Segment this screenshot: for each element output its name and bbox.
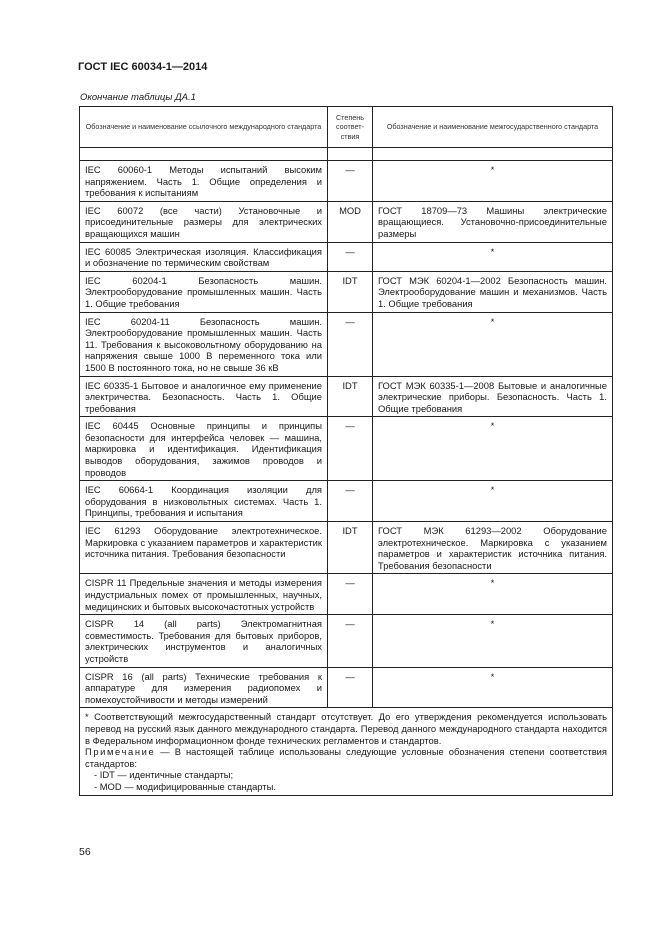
- international-standard-cell: IEC 60335-1 Бытовое и аналогичное ему применение электричества. Безопасность. Часть 1. Общие требования: [80, 376, 328, 417]
- note-text: — В настоящей таблице использованы следующие условные обозначения степени соответствия стандартов:: [85, 746, 607, 769]
- standards-table: [79, 106, 613, 796]
- page-number: 56: [79, 846, 91, 858]
- table-row: [80, 615, 613, 667]
- national-standard-cell: ГОСТ МЭК 60335-1—2008 Бытовые и аналогичные электрические приборы. Безопасность. Часть 1. Общие требования: [373, 376, 613, 417]
- national-standard-cell: *: [373, 312, 613, 376]
- national-standard-cell: *: [373, 161, 613, 202]
- national-standard-cell: ГОСТ 18709—73 Машины электрические вращающиеся. Установочно-присоединительные размеры: [373, 201, 613, 242]
- national-standard-cell: ГОСТ МЭК 61293—2002 Оборудование электротехническое. Маркировка с указанием параметров и характеристик источника питания. Требования безопасности: [373, 522, 613, 574]
- degree-cell: IDT: [328, 376, 373, 417]
- footnote-row: [80, 708, 613, 795]
- national-standard-cell: *: [373, 574, 613, 615]
- degree-cell: IDT: [328, 271, 373, 312]
- footnote-item-idt: - IDT — идентичные стандарты;: [94, 769, 234, 781]
- degree-cell: —: [328, 667, 373, 708]
- degree-cell: —: [328, 417, 373, 481]
- table-row: [80, 574, 613, 615]
- degree-cell: MOD: [328, 201, 373, 242]
- table-body: [80, 148, 613, 708]
- national-standard-cell: *: [373, 481, 613, 522]
- degree-cell: —: [328, 242, 373, 271]
- table-header-row: [80, 107, 613, 148]
- note-label: Примечание: [85, 746, 156, 758]
- international-standard-cell: CISPR 14 (all parts) Электромагнитная совместимость. Требования для бытовых приборов, электрических инструментов и аналогичных устройств: [80, 615, 328, 667]
- national-standard-cell: *: [373, 242, 613, 271]
- document-header: ГОСТ IEC 60034-1—2014: [78, 61, 208, 73]
- table-row: [80, 376, 613, 417]
- national-standard-cell: *: [373, 615, 613, 667]
- international-standard-cell: IEC 60204-11 Безопасность машин. Электрооборудование промышленных машин. Часть 11. Требования к высоковольтному оборудованию на напряжения свыше 1000 В переменного тока или 1500 В постоянного тока, но не свыше 36 кВ: [80, 312, 328, 376]
- international-standard-cell: CISPR 11 Предельные значения и методы измерения индустриальных помех от промышленных, научных, медицинских и бытовых высокочастотных устройств: [80, 574, 328, 615]
- degree-cell: —: [328, 481, 373, 522]
- table-row: [80, 312, 613, 376]
- table-row: [80, 161, 613, 202]
- national-standard-cell: ГОСТ МЭК 60204-1—2002 Безопасность машин. Электрооборудование машин и механизмов. Часть 1. Общие требования: [373, 271, 613, 312]
- table-row: [80, 522, 613, 574]
- international-standard-cell: IEC 61293 Оборудование электротехническое. Маркировка с указанием параметров и характеристик источника питания. Требования безопасности: [80, 522, 328, 574]
- footnote-item-mod: - MOD — модифицированные стандарты.: [94, 780, 276, 792]
- international-standard-cell: IEC 60085 Электрическая изоляция. Классификация и обозначение по термическим свойствам: [80, 242, 328, 271]
- international-standard-cell: CISPR 16 (all parts) Технические требования к аппаратуре для измерения радиопомех и помехоустойчивости и методы измерений: [80, 667, 328, 708]
- table-row: [80, 417, 613, 481]
- national-standard-cell: *: [373, 667, 613, 708]
- table-caption: Окончание таблицы ДА.1: [80, 92, 196, 103]
- international-standard-cell: IEC 60664-1 Координация изоляции для оборудования в низковольтных системах. Часть 1. Принципы, требования и испытания: [80, 481, 328, 522]
- table-row: [80, 481, 613, 522]
- degree-cell: —: [328, 161, 373, 202]
- footnote-cell: [80, 708, 613, 795]
- table-row: [80, 201, 613, 242]
- column-header-national: Обозначение и наименование межгосударственного стандарта: [373, 107, 613, 148]
- degree-cell: —: [328, 615, 373, 667]
- international-standard-cell: IEC 60445 Основные принципы и принципы безопасности для интерфейса человек — машина, маркировка и идентификация. Идентификация выводов оборудования, зажимов проводов и проводов: [80, 417, 328, 481]
- table-row: [80, 242, 613, 271]
- column-header-international: Обозначение и наименование ссылочного международного стандарта: [80, 107, 328, 148]
- table-row: [80, 667, 613, 708]
- national-standard-cell: *: [373, 417, 613, 481]
- degree-cell: —: [328, 574, 373, 615]
- header-gap-row: [80, 148, 613, 161]
- footnote-note: [85, 746, 607, 769]
- footnote-star-note: * Соответствующий межгосударственный стандарт отсутствует. До его утверждения рекомендуется использовать перевод на русский язык данного международного стандарта. Перевод данного международного стандарта находится в Федеральном информационном фонде технических регламентов и стандартов.: [85, 711, 607, 746]
- degree-cell: —: [328, 312, 373, 376]
- international-standard-cell: IEC 60060-1 Методы испытаний высоким напряжением. Часть 1. Общие определения и требования к испытаниям: [80, 161, 328, 202]
- column-header-degree: Степень соответ-ствия: [328, 107, 373, 148]
- international-standard-cell: IEC 60072 (все части) Установочные и присоединительные размеры для электрических вращающихся машин: [80, 201, 328, 242]
- table-row: [80, 271, 613, 312]
- international-standard-cell: IEC 60204-1 Безопасность машин. Электрооборудование промышленных машин. Часть 1. Общие требования: [80, 271, 328, 312]
- degree-cell: IDT: [328, 522, 373, 574]
